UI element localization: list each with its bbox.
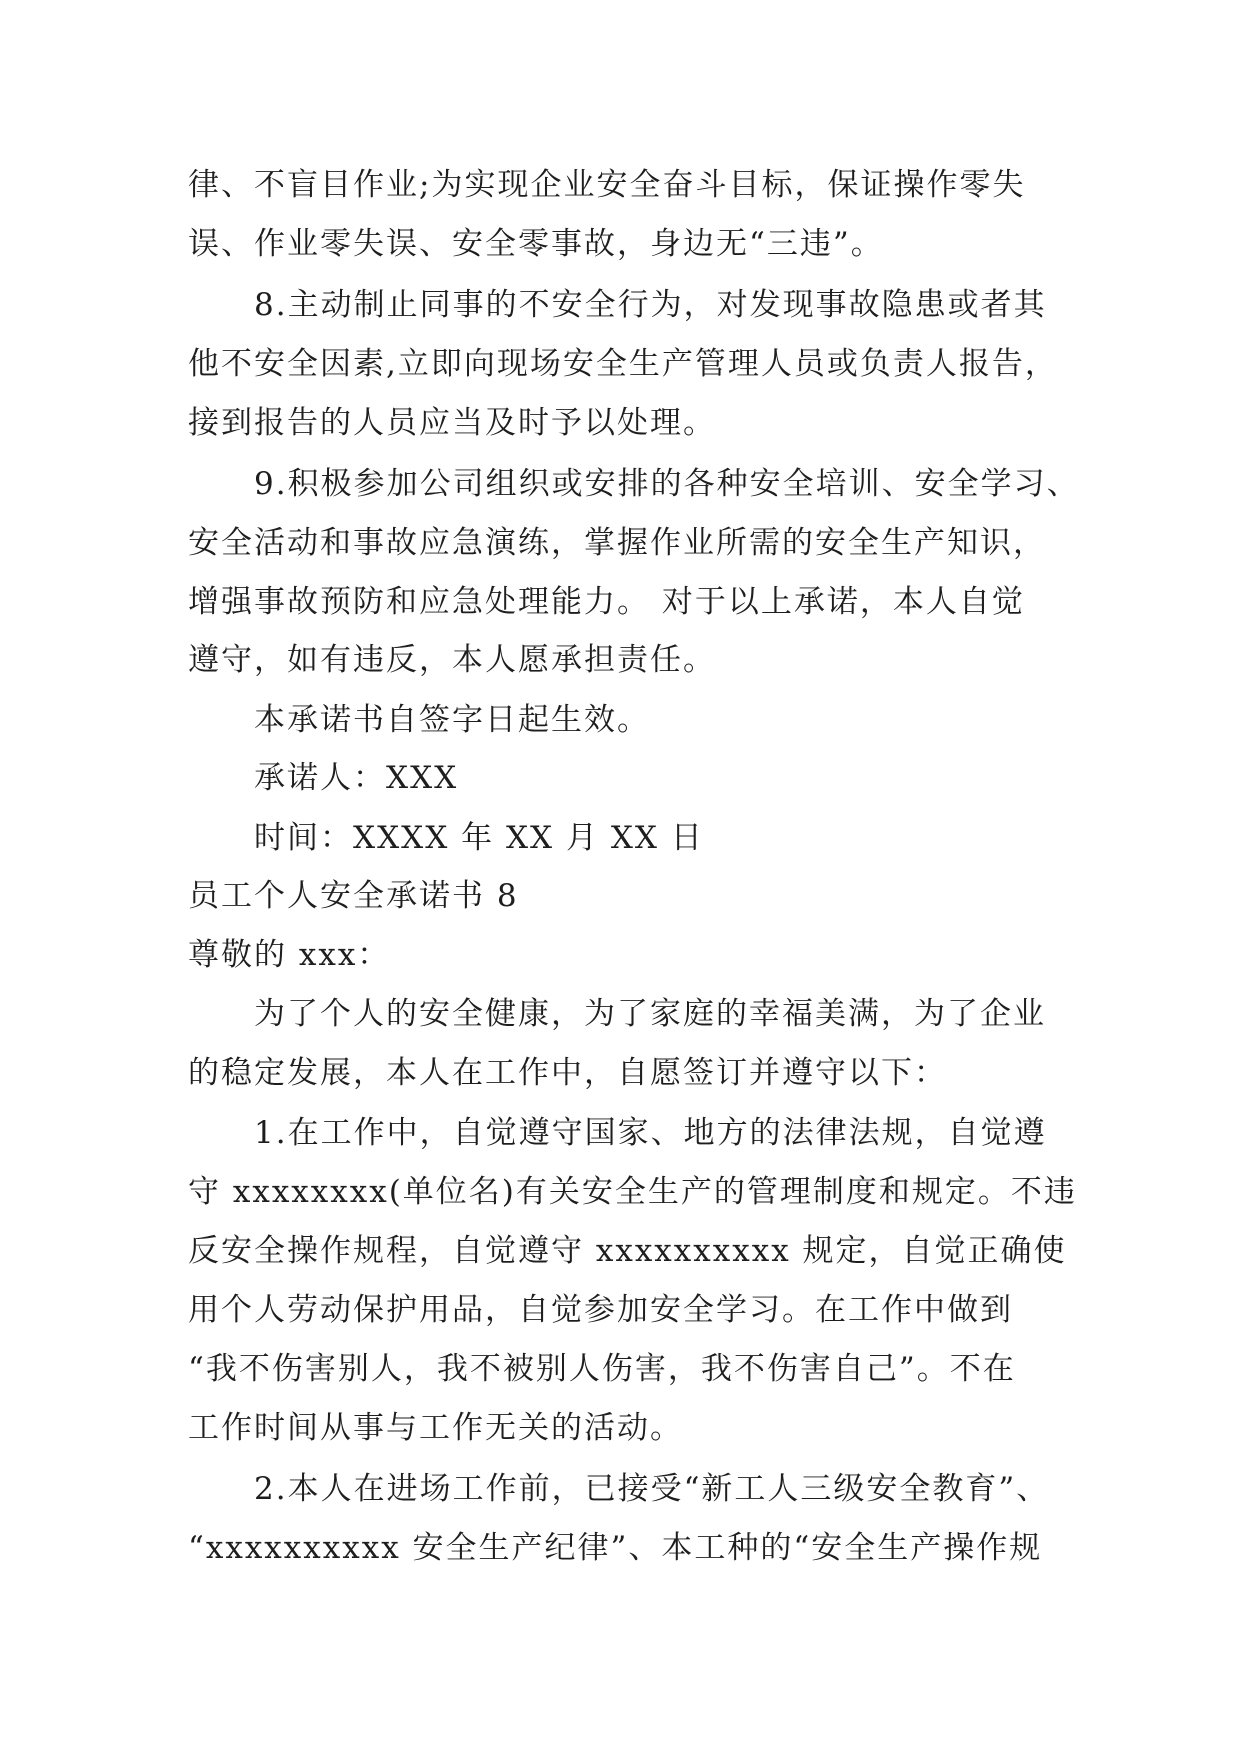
text-line: 反安全操作规程，自觉遵守 xxxxxxxxxx 规定，自觉正确使 — [188, 1233, 1067, 1269]
effective-statement: 本承诺书自签字日起生效。 — [254, 702, 650, 738]
section-heading: 员工个人安全承诺书 8 — [188, 878, 519, 914]
list-item-9: 9.积极参加公司组织或安排的各种安全培训、安全学习、 — [254, 466, 1080, 502]
intro-paragraph: 为了个人的安全健康，为了家庭的幸福美满，为了企业 — [254, 996, 1046, 1032]
text-line: “xxxxxxxxxx 安全生产纪律”、本工种的“安全生产操作规 — [188, 1530, 1043, 1566]
list-item-8: 8.主动制止同事的不安全行为，对发现事故隐患或者其 — [254, 287, 1047, 323]
text-line: 接到报告的人员应当及时予以处理。 — [188, 405, 716, 441]
text-line: 他不安全因素,立即向现场安全生产管理人员或负责人报告， — [188, 346, 1058, 382]
text-line: 工作时间从事与工作无关的活动。 — [188, 1410, 683, 1446]
list-item-1: 1.在工作中，自觉遵守国家、地方的法律法规，自觉遵 — [254, 1115, 1047, 1151]
list-item-2: 2.本人在进场工作前，已接受“新工人三级安全教育”、 — [254, 1471, 1050, 1507]
signatory-line: 承诺人：XXX — [254, 760, 459, 796]
text-line: “我不伤害别人，我不被别人伤害，我不伤害自己”。不在 — [188, 1351, 1016, 1387]
text-line: 增强事故预防和应急处理能力。 对于以上承诺，本人自觉 — [188, 584, 1025, 620]
text-line: 用个人劳动保护用品，自觉参加安全学习。在工作中做到 — [188, 1292, 1013, 1328]
text-line: 的稳定发展，本人在工作中，自愿签订并遵守以下： — [188, 1055, 947, 1091]
salutation: 尊敬的 xxx： — [188, 937, 391, 973]
text-line: 守 xxxxxxxx(单位名)有关安全生产的管理制度和规定。不违 — [188, 1174, 1077, 1210]
text-line: 误、作业零失误、安全零事故，身边无“三违”。 — [188, 226, 884, 262]
text-line: 律、不盲目作业;为实现企业安全奋斗目标，保证操作零失 — [188, 167, 1026, 203]
text-line: 安全活动和事故应急演练，掌握作业所需的安全生产知识， — [188, 525, 1046, 561]
date-line: 时间：XXXX 年 XX 月 XX 日 — [254, 820, 704, 856]
text-line: 遵守，如有违反，本人愿承担责任。 — [188, 642, 716, 678]
